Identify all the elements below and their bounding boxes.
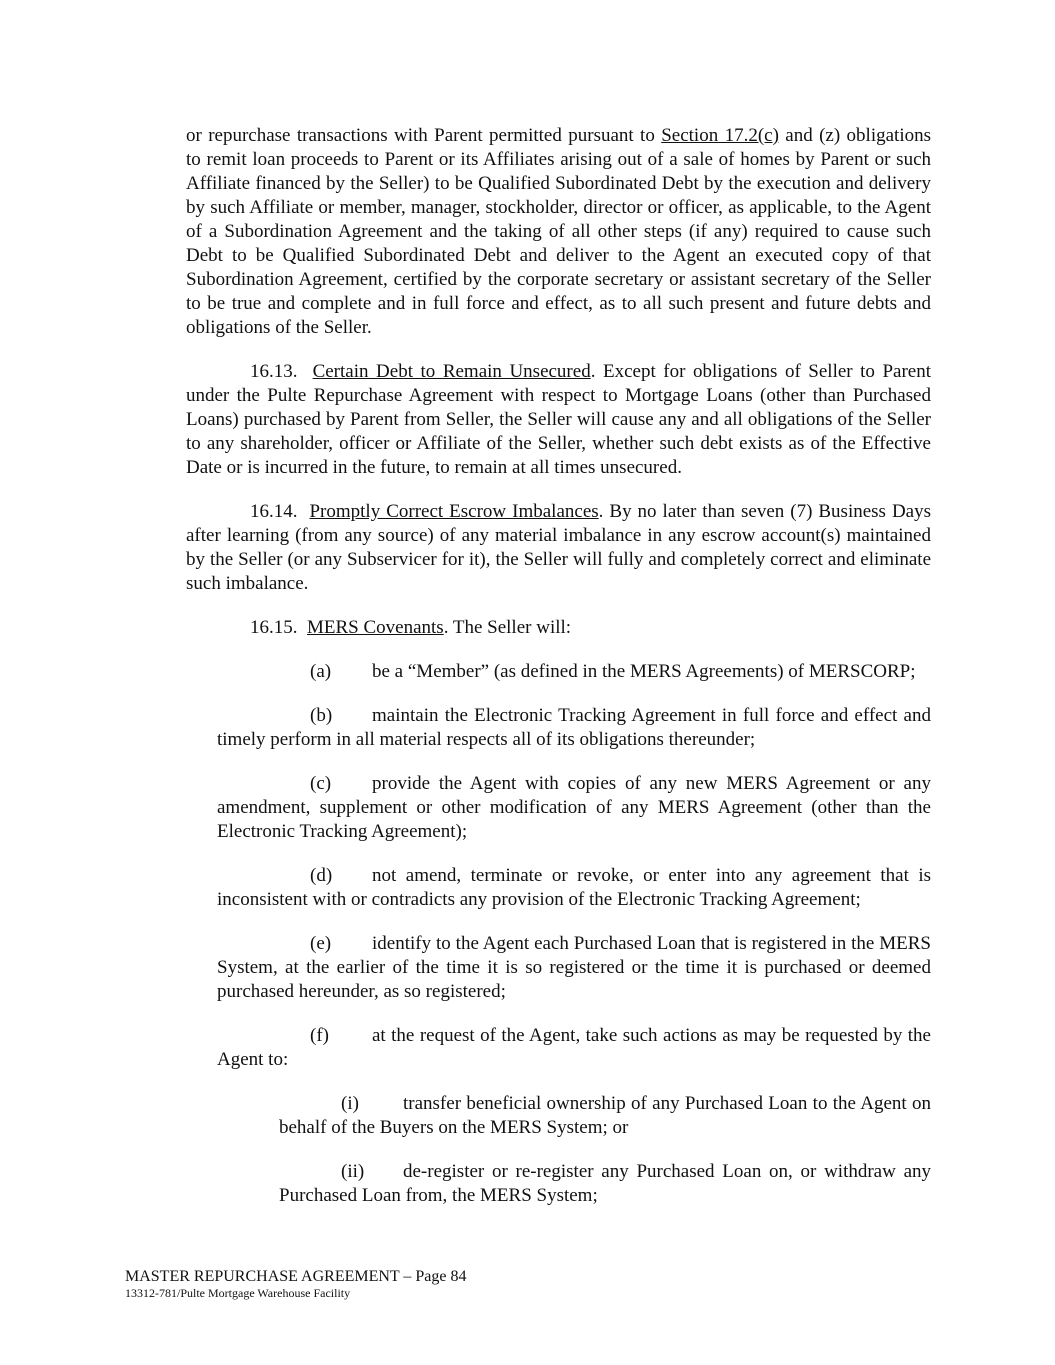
covenant-subitem-ii [279,1160,931,1208]
covenant-item-b [217,704,931,752]
item-text: provide the Agent with copies of any new MERS Agreement or any amendment, supplement or other modification of any MERS Agreement (other than the Electronic Tracking Agreement); [217,773,931,842]
footer-title: MASTER REPURCHASE AGREEMENT – Page 84 [125,1268,467,1285]
item-label: (d) [310,865,333,886]
continuation-paragraph: or repurchase transactions with Parent permitted pursuant to Section 17.2(c) and (z) obligations to remit loan proceeds to Parent or its Affiliates arising out of a sale of homes by Parent or such Affiliate financed by the Seller) to be Qualified Subordinated Debt by the execution and delivery by such Affiliate or member, manager, stockholder, director or officer, as applicable, to the Agent of a Subordination Agreement and the taking of all other steps (if any) required to cause such Debt to be Qualified Subordinated Debt and deliver to the Agent an executed copy of that Subordination Agreement, certified by the corporate secretary or assistant secretary of the Seller to be true and complete and in full force and effect, as to all such present and future debts and obligations of the Seller. [186,125,931,338]
section-heading: MERS Covenants [307,617,444,638]
covenant-item-f [217,1024,931,1072]
item-text: not amend, terminate or revoke, or enter into any agreement that is inconsistent with or contradicts any provision of the Electronic Tracking Agreement; [217,865,931,910]
item-text: identify to the Agent each Purchased Loan that is registered in the MERS System, at the earlier of the time it is so registered or the time it is purchased or deemed purchased hereunder, as so registered; [217,933,931,1002]
section-heading: Certain Debt to Remain Unsecured [312,361,591,382]
item-text: at the request of the Agent, take such actions as may be requested by the Agent to: [217,1025,931,1070]
covenant-item-d [217,864,931,912]
subitem-label: (i) [341,1093,359,1114]
subitem-text: de-register or re-register any Purchased Loan on, or withdraw any Purchased Loan from, the MERS System; [279,1161,931,1206]
section-number: 16.13. [250,361,298,382]
item-label: (c) [310,773,332,794]
item-label: (b) [310,705,333,726]
item-label: (a) [310,661,332,682]
page-footer [125,1268,467,1301]
footer-document-id: 13312-781/Pulte Mortgage Warehouse Facility [125,1286,351,1300]
section-16-15: 16.15. MERS Covenants. The Seller will: [250,617,572,638]
covenant-subitem-i [279,1092,931,1140]
covenant-item-e [217,932,931,1004]
item-label: (f) [310,1025,329,1046]
covenant-item-c [217,772,931,844]
item-text: be a “Member” (as defined in the MERS Agreements) of MERSCORP; [372,661,916,682]
section-reference-link: Section 17.2(c) [661,125,779,146]
section-16-13: 16.13. Certain Debt to Remain Unsecured. Except for obligations of Seller to Parent under the Pulte Repurchase Agreement with respect to Mortgage Loans (other than Purchased Loans) purchased by Parent from Seller, the Seller will cause any and all obligations of the Seller to any shareholder, officer or Affiliate of the Seller, whether such debt exists as of the Effective Date or is incurred in the future, to remain at all times unsecured. [186,361,932,478]
item-label: (e) [310,933,332,954]
section-16-14: 16.14. Promptly Correct Escrow Imbalances. By no later than seven (7) Business Days after learning (from any source) of any material imbalance in any escrow account(s) maintained by the Seller (or any Subservicer for it), the Seller will fully and completely correct and eliminate such imbalance. [186,501,931,594]
subitem-label: (ii) [341,1161,365,1182]
subitem-text: transfer beneficial ownership of any Purchased Loan to the Agent on behalf of the Buyers on the MERS System; or [279,1093,931,1138]
item-text: maintain the Electronic Tracking Agreement in full force and effect and timely perform in all material respects all of its obligations thereunder; [217,705,931,750]
section-number: 16.14. [250,501,298,522]
section-heading: Promptly Correct Escrow Imbalances [309,501,599,522]
section-number: 16.15. [250,617,298,638]
document-body [186,124,931,1228]
covenant-item-a [217,660,931,684]
